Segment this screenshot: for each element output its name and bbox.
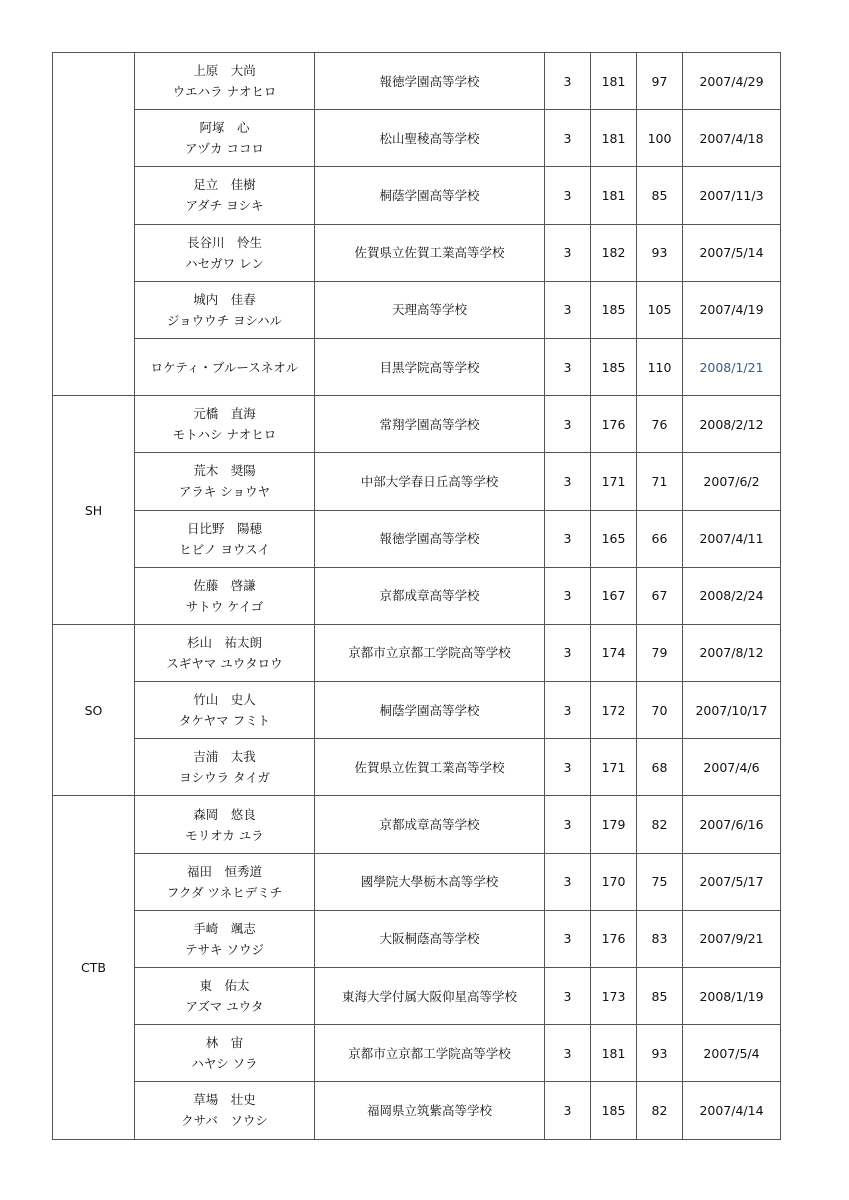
player-kana: ヒビノ ヨウスイ <box>179 541 270 557</box>
player-kana: アダチ ヨシキ <box>185 198 264 214</box>
table-row <box>53 53 781 110</box>
player-name-cell <box>135 682 315 739</box>
player-name: 荒木 奨陽 <box>193 463 256 479</box>
position-cell <box>53 53 135 396</box>
height-cell: 179 <box>591 796 637 853</box>
table-row <box>53 910 781 967</box>
school-cell: 京都市立京都工学院高等学校 <box>315 624 545 681</box>
player-name: 城内 佳春 <box>193 291 256 307</box>
height-cell: 185 <box>591 281 637 338</box>
height-cell: 172 <box>591 682 637 739</box>
player-kana: アズマ ユウタ <box>185 999 264 1015</box>
grade-cell: 3 <box>545 453 591 510</box>
player-name-cell <box>135 224 315 281</box>
grade-cell: 3 <box>545 853 591 910</box>
player-kana: ウエハラ ナオヒロ <box>172 84 277 100</box>
player-name-cell <box>135 796 315 853</box>
birthdate-cell: 2007/5/14 <box>683 224 781 281</box>
weight-cell: 93 <box>637 1025 683 1082</box>
grade-cell: 3 <box>545 510 591 567</box>
player-name-cell <box>135 338 315 395</box>
birthdate-cell: 2007/5/17 <box>683 853 781 910</box>
school-cell: 佐賀県立佐賀工業高等学校 <box>315 739 545 796</box>
grade-cell: 3 <box>545 338 591 395</box>
height-cell: 181 <box>591 1025 637 1082</box>
player-name: 手崎 颯志 <box>193 920 256 936</box>
height-cell: 171 <box>591 453 637 510</box>
player-name: 林 宙 <box>205 1035 244 1051</box>
grade-cell: 3 <box>545 739 591 796</box>
birthdate-cell: 2007/6/16 <box>683 796 781 853</box>
player-name: 福田 恒秀道 <box>186 863 262 879</box>
weight-cell: 68 <box>637 739 683 796</box>
table-row <box>53 396 781 453</box>
height-cell: 171 <box>591 739 637 796</box>
birthdate-cell: 2007/8/12 <box>683 624 781 681</box>
player-name: 阿塚 心 <box>199 120 250 136</box>
height-cell: 185 <box>591 338 637 395</box>
player-kana: サトウ ケイゴ <box>185 598 264 614</box>
position-cell-ctb: CTB <box>53 796 135 1139</box>
school-cell: 常翔学園高等学校 <box>315 396 545 453</box>
birthdate-cell: 2007/4/18 <box>683 110 781 167</box>
table-row <box>53 167 781 224</box>
player-kana: タケヤマ フミト <box>178 713 271 729</box>
player-kana: テサキ ソウジ <box>185 941 264 957</box>
grade-cell: 3 <box>545 910 591 967</box>
weight-cell: 82 <box>637 1082 683 1139</box>
birthdate-cell: 2007/11/3 <box>683 167 781 224</box>
weight-cell: 82 <box>637 796 683 853</box>
table-row <box>53 567 781 624</box>
player-name: 長谷川 怜生 <box>186 234 262 250</box>
height-cell: 181 <box>591 53 637 110</box>
weight-cell: 66 <box>637 510 683 567</box>
height-cell: 181 <box>591 110 637 167</box>
player-name-cell <box>135 53 315 110</box>
grade-cell: 3 <box>545 796 591 853</box>
school-cell: 桐蔭学園高等学校 <box>315 167 545 224</box>
weight-cell: 71 <box>637 453 683 510</box>
height-cell: 167 <box>591 567 637 624</box>
school-cell: 天理高等学校 <box>315 281 545 338</box>
player-kana: アヅカ ココロ <box>185 141 264 157</box>
player-name: 日比野 陽穂 <box>186 520 262 536</box>
birthdate-cell: 2007/10/17 <box>683 682 781 739</box>
position-cell-so: SO <box>53 624 135 796</box>
player-name-cell <box>135 968 315 1025</box>
weight-cell: 85 <box>637 167 683 224</box>
birthdate-cell: 2007/4/19 <box>683 281 781 338</box>
player-name: 上原 大尚 <box>193 63 256 79</box>
player-name: 杉山 祐太朗 <box>186 634 262 650</box>
player-name: 草場 壮史 <box>193 1092 256 1108</box>
birthdate-cell: 2007/4/11 <box>683 510 781 567</box>
player-kana: スギヤマ ユウタロウ <box>166 655 283 671</box>
birthdate-cell: 2007/9/21 <box>683 910 781 967</box>
table-row <box>53 110 781 167</box>
grade-cell: 3 <box>545 1025 591 1082</box>
player-name: 森岡 悠良 <box>193 806 256 822</box>
table-row <box>53 624 781 681</box>
player-name: 佐藤 啓謙 <box>193 577 256 593</box>
player-name: 東 佑太 <box>199 978 250 994</box>
table-row <box>53 796 781 853</box>
weight-cell: 83 <box>637 910 683 967</box>
birthdate-cell: 2008/1/21 <box>683 338 781 395</box>
school-cell: 大阪桐蔭高等学校 <box>315 910 545 967</box>
school-cell: 目黒学院高等学校 <box>315 338 545 395</box>
player-kana: ジョウウチ ヨシハル <box>166 312 283 328</box>
school-cell: 中部大学春日丘高等学校 <box>315 453 545 510</box>
weight-cell: 70 <box>637 682 683 739</box>
table-row <box>53 1082 781 1139</box>
birthdate-cell: 2007/4/29 <box>683 53 781 110</box>
grade-cell: 3 <box>545 624 591 681</box>
grade-cell: 3 <box>545 281 591 338</box>
table-row <box>53 968 781 1025</box>
table-row <box>53 224 781 281</box>
weight-cell: 97 <box>637 53 683 110</box>
table-row <box>53 338 781 395</box>
school-cell: 桐蔭学園高等学校 <box>315 682 545 739</box>
player-kana: ヨシウラ タイガ <box>179 770 270 786</box>
player-name-cell <box>135 567 315 624</box>
school-cell: 報徳学園高等学校 <box>315 53 545 110</box>
height-cell: 165 <box>591 510 637 567</box>
player-name-cell <box>135 1082 315 1139</box>
player-name: 元橋 直海 <box>193 406 256 422</box>
grade-cell: 3 <box>545 396 591 453</box>
grade-cell: 3 <box>545 1082 591 1139</box>
school-cell: 東海大学付属大阪仰星高等学校 <box>315 968 545 1025</box>
birthdate-cell: 2008/1/19 <box>683 968 781 1025</box>
table-row <box>53 853 781 910</box>
player-roster-table <box>52 52 781 1140</box>
school-cell: 福岡県立筑紫高等学校 <box>315 1082 545 1139</box>
player-kana: モトハシ ナオヒロ <box>172 427 277 443</box>
weight-cell: 76 <box>637 396 683 453</box>
player-name-cell <box>135 853 315 910</box>
height-cell: 170 <box>591 853 637 910</box>
player-kana: アラキ ショウヤ <box>178 484 271 500</box>
player-name-cell <box>135 110 315 167</box>
player-kana: クサバ ソウシ <box>181 1113 268 1129</box>
player-kana: ハヤシ ソラ <box>191 1056 258 1072</box>
player-name-cell <box>135 739 315 796</box>
player-name-cell <box>135 1025 315 1082</box>
grade-cell: 3 <box>545 567 591 624</box>
player-kana: フクダ ツネヒデミチ <box>166 884 283 900</box>
birthdate-cell: 2007/6/2 <box>683 453 781 510</box>
table-row <box>53 739 781 796</box>
school-cell: 報徳学園高等学校 <box>315 510 545 567</box>
weight-cell: 93 <box>637 224 683 281</box>
grade-cell: 3 <box>545 682 591 739</box>
height-cell: 176 <box>591 910 637 967</box>
height-cell: 185 <box>591 1082 637 1139</box>
player-name-cell <box>135 624 315 681</box>
weight-cell: 100 <box>637 110 683 167</box>
school-cell: 京都成章高等学校 <box>315 567 545 624</box>
player-name: 竹山 史人 <box>193 692 256 708</box>
birthdate-cell: 2008/2/12 <box>683 396 781 453</box>
player-name-cell <box>135 281 315 338</box>
school-cell: 松山聖稜高等学校 <box>315 110 545 167</box>
weight-cell: 79 <box>637 624 683 681</box>
position-cell-sh: SH <box>53 396 135 625</box>
school-cell: 京都市立京都工学院高等学校 <box>315 1025 545 1082</box>
height-cell: 182 <box>591 224 637 281</box>
weight-cell: 85 <box>637 968 683 1025</box>
height-cell: 173 <box>591 968 637 1025</box>
table-row <box>53 1025 781 1082</box>
player-kana: モリオカ ユラ <box>185 827 264 843</box>
grade-cell: 3 <box>545 53 591 110</box>
weight-cell: 110 <box>637 338 683 395</box>
player-name-cell <box>135 910 315 967</box>
player-name-cell <box>135 510 315 567</box>
player-name-cell <box>135 396 315 453</box>
grade-cell: 3 <box>545 968 591 1025</box>
school-cell: 佐賀県立佐賀工業高等学校 <box>315 224 545 281</box>
weight-cell: 105 <box>637 281 683 338</box>
school-cell: 京都成章高等学校 <box>315 796 545 853</box>
player-name: 足立 佳樹 <box>193 177 256 193</box>
school-cell: 國學院大學栃木高等学校 <box>315 853 545 910</box>
weight-cell: 67 <box>637 567 683 624</box>
height-cell: 174 <box>591 624 637 681</box>
height-cell: 176 <box>591 396 637 453</box>
birthdate-cell: 2007/4/14 <box>683 1082 781 1139</box>
table-row <box>53 281 781 338</box>
table-row <box>53 510 781 567</box>
grade-cell: 3 <box>545 224 591 281</box>
roster-body <box>53 53 781 1140</box>
weight-cell: 75 <box>637 853 683 910</box>
table-row <box>53 682 781 739</box>
birthdate-cell: 2007/4/6 <box>683 739 781 796</box>
grade-cell: 3 <box>545 167 591 224</box>
height-cell: 181 <box>591 167 637 224</box>
birthdate-cell: 2008/2/24 <box>683 567 781 624</box>
player-kana: ハセガワ レン <box>185 255 264 271</box>
birthdate-cell: 2007/5/4 <box>683 1025 781 1082</box>
grade-cell: 3 <box>545 110 591 167</box>
player-name: 吉浦 太我 <box>193 749 256 765</box>
table-row <box>53 453 781 510</box>
player-name-cell <box>135 167 315 224</box>
player-name-cell <box>135 453 315 510</box>
player-name: ロケティ・ブルースネオル <box>150 359 299 375</box>
